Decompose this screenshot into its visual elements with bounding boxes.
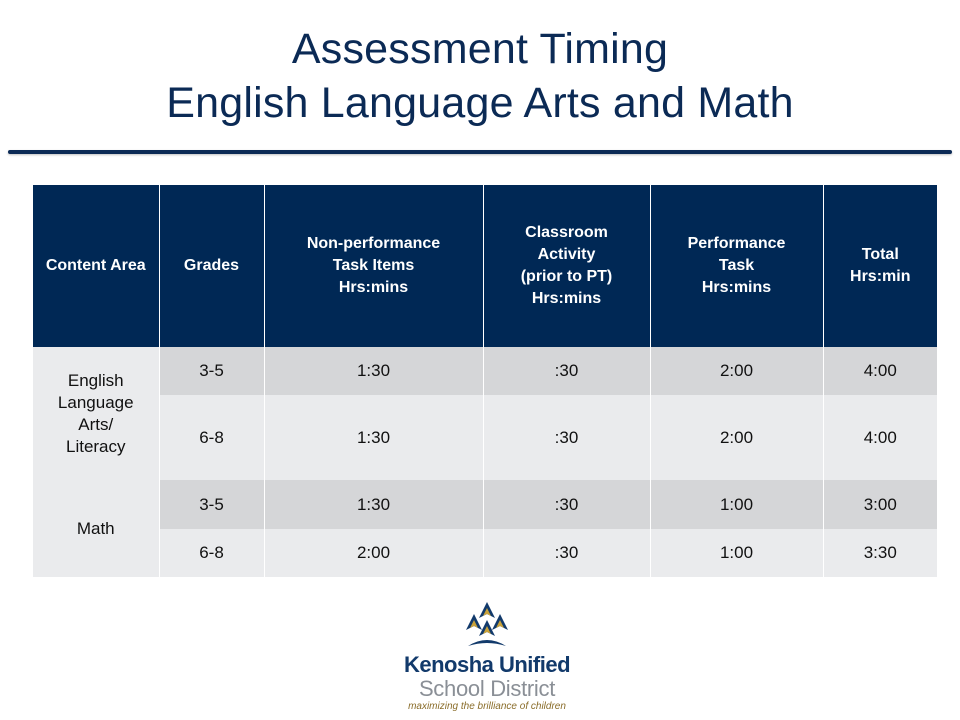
grades-cell: 6-8 [159, 395, 264, 480]
table-row [33, 395, 937, 480]
grades-cell: 3-5 [159, 347, 264, 395]
header-total: Total Hrs:min [823, 185, 937, 347]
performance-task-cell: 1:00 [650, 529, 823, 577]
classroom-activity-cell: :30 [483, 347, 650, 395]
content-area-label: English Language Arts/ Literacy [57, 370, 134, 456]
table-row [33, 347, 937, 395]
total-cell: 4:00 [823, 395, 937, 480]
header-classroom-activity: Classroom Activity (prior to PT) Hrs:mins [483, 185, 650, 347]
total-cell: 3:00 [823, 480, 937, 529]
grades-cell: 6-8 [159, 529, 264, 577]
assessment-timing-table [33, 185, 937, 577]
header-row [33, 185, 937, 347]
non-performance-cell: 1:30 [264, 480, 483, 529]
total-cell: 3:30 [823, 529, 937, 577]
grades-cell: 3-5 [159, 480, 264, 529]
performance-task-cell: 1:00 [650, 480, 823, 529]
total-cell: 4:00 [823, 347, 937, 395]
header-non-performance-task: Non-performance Task Items Hrs:mins [264, 185, 483, 347]
content-area-label: Math [76, 518, 115, 538]
table-row [33, 480, 937, 529]
district-logo [392, 600, 582, 715]
header-performance-task: Performance Task Hrs:mins [650, 185, 823, 347]
content-area-ela [33, 347, 159, 480]
performance-task-cell: 2:00 [650, 347, 823, 395]
title-line-2: English Language Arts and Math [166, 79, 794, 127]
title-divider [8, 150, 952, 154]
slide-title [0, 22, 960, 130]
classroom-activity-cell: :30 [483, 529, 650, 577]
title-line-1: Assessment Timing [291, 25, 669, 73]
non-performance-cell: 2:00 [264, 529, 483, 577]
non-performance-cell: 1:30 [264, 347, 483, 395]
non-performance-cell: 1:30 [264, 395, 483, 480]
content-area-math [33, 480, 159, 577]
logo-tagline: maximizing the brilliance of children [408, 701, 566, 712]
header-content-area: Content Area [33, 185, 159, 347]
flame-emblem-icon [460, 600, 514, 654]
performance-task-cell: 2:00 [650, 395, 823, 480]
logo-name-line1: Kenosha Unified [403, 652, 571, 677]
classroom-activity-cell: :30 [483, 395, 650, 480]
header-grades: Grades [159, 185, 264, 347]
table-row [33, 529, 937, 577]
logo-name-line2: School District [418, 676, 556, 701]
classroom-activity-cell: :30 [483, 480, 650, 529]
